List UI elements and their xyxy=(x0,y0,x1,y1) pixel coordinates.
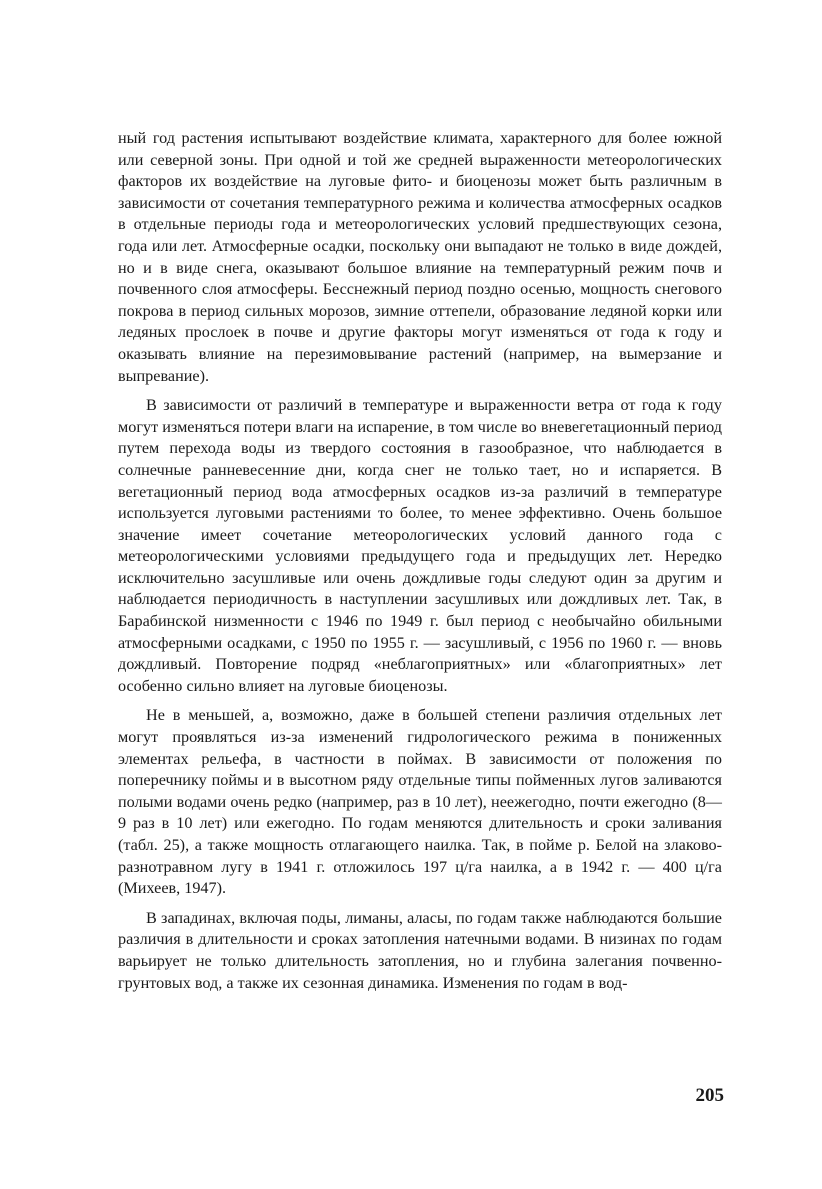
paragraph-4: В западинах, включая поды, лиманы, аласы, по годам также наблюдаются большие различия в длительности и сроках затопления натечными водами. В низинах по годам варьирует не только длительность затопления, но и глубина залегания почвенно-грунтовых вод, а также их сезонная динамика. Изменения по годам в вод- xyxy=(118,908,722,992)
page-number: 205 xyxy=(695,1085,724,1106)
page-body xyxy=(118,128,722,994)
paragraph-3: Не в меньшей, а, возможно, даже в большей степени различия отдельных лет могут проявляться из-за изменений гидрологического режима в пониженных элементах рельефа, в частности в поймах. В зависимости от положения по поперечнику поймы и в высотном ряду отдельные типы пойменных лугов заливаются полыми водами очень редко (например, раз в 10 лет), неежегодно, почти ежегодно (8—9 раз в 10 лет) или ежегодно. По годам меняются длительность и сроки заливания (табл. 25), а также мощность отлагающего наилка. Так, в пойме р. Белой на злаково-разнотравном лугу в 1941 г. отложилось 197 ц/га наилка, а в 1942 г. — 400 ц/га (Михеев, 1947). xyxy=(118,706,722,898)
paragraph-2: В зависимости от различий в температуре и выраженности ветра от года к году могут изменяться потери влаги на испарение, в том числе во вневегетационный период путем перехода воды из твердого состояния в газообразное, что наблюдается в солнечные ранневесенние дни, когда снег не только тает, но и испаряется. В вегетационный период вода атмосферных осадков из-за различий в температуре используется луговыми растениями то более, то менее эффективно. Очень большое значение имеет сочетание метеорологических условий данного года с метеорологическими условиями предыдущего года и предыдущих лет. Нередко исключительно засушливые или очень дождливые годы следуют один за другим и наблюдается периодичность в наступлении засушливых или дождливых лет. Так, в Барабинской низменности с 1946 по 1949 г. был период с необычайно обильными атмосферными осадками, с 1950 по 1955 г. — засушливый, с 1956 по 1960 г. — вновь дождливый. Повторение подряд «неблагоприятных» или «благоприятных» лет особенно сильно влияет на луговые биоценозы. xyxy=(118,396,722,695)
paragraph-1: ный год растения испытывают воздействие климата, характерного для более южной или северной зоны. При одной и той же средней выраженности метеорологических факторов их воздействие на луговые фито- и биоценозы может быть различным в зависимости от сочетания температурного режима и количества атмосферных осадков в отдельные периоды года и метеорологических условий предшествующих сезона, года или лет. Атмосферные осадки, поскольку они выпадают не только в виде дождей, но и в виде снега, оказывают большое влияние на температурный режим почв и почвенного слоя атмосферы. Бесснежный период поздно осенью, мощность снегового покрова в период сильных морозов, зимние оттепели, образование ледяной корки или ледяных прослоек в почве и другие факторы могут изменяться от года к году и оказывать влияние на перезимовывание растений (например, на вымерзание и выпревание). xyxy=(118,129,722,385)
